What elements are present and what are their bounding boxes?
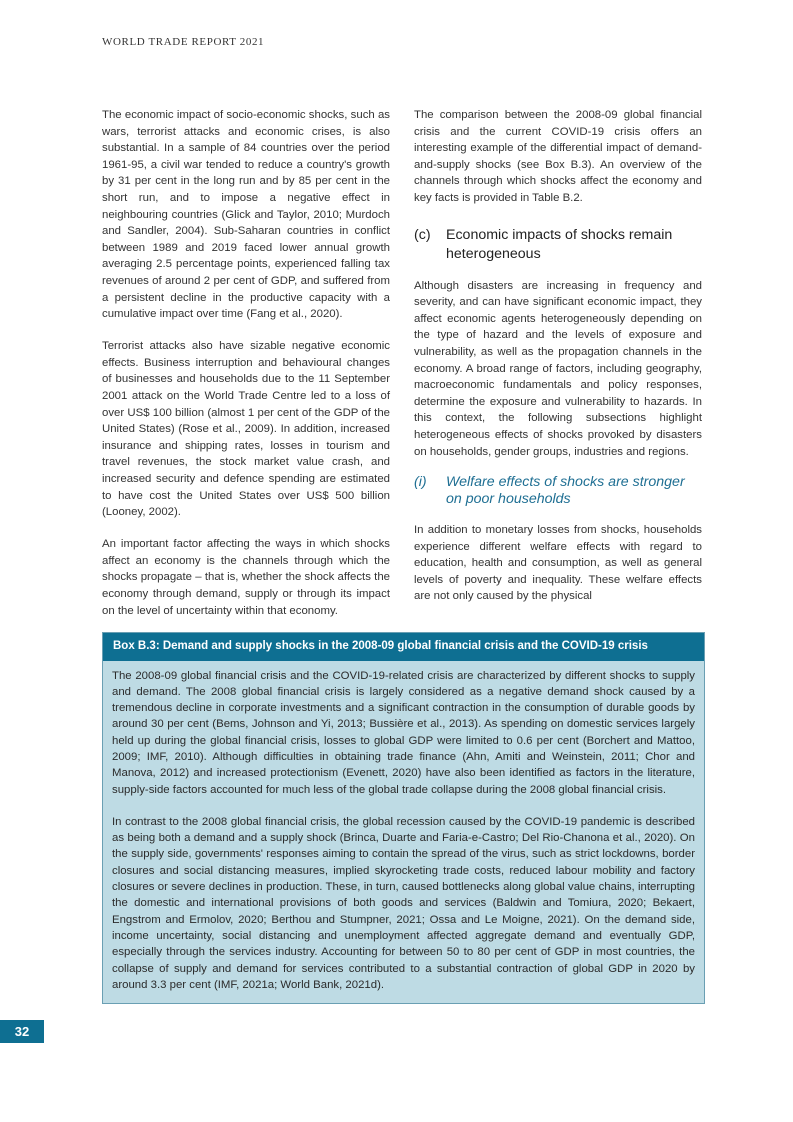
section-title: Economic impacts of shocks remain heterogeneous (446, 226, 673, 262)
section-number: (c) (414, 226, 431, 243)
body-paragraph: The comparison between the 2008-09 global financial crisis and the current COVID-19 crisis offers an interesting example of the differential impact of demand-and-supply shocks (see Box B.3). An overview of the channels through which shocks affect the economy and key facts is provided in Table B.2. (414, 109, 702, 204)
subsection-title: Welfare effects of shocks are stronger on poor households (446, 474, 685, 508)
box-body (103, 661, 704, 1004)
body-paragraph: In addition to monetary losses from shocks, households experience different welfare effects with regard to education, health and consumption, as well as general levels of poverty and inequality. These welfare effects are not only caused by the physical (414, 524, 702, 603)
running-header: WORLD TRADE REPORT 2021 (102, 36, 265, 48)
body-paragraph: An important factor affecting the ways in which shocks affect an economy is the channels through which the shocks propagate – that is, whether the shock affects the economy through demand, supply or through its impact on the level of uncertainty within that economy. (102, 538, 390, 617)
body-paragraph: Terrorist attacks also have sizable negative economic effects. Business interruption and behavioural changes of businesses and households due to the 11 September 2001 attack on the World Trade Centre led to a loss of over US$ 100 billion (almost 1 per cent of the GDP of the United States) (Rose et al., 2009). In addition, increased insurance and shipping rates, losses in tourism and travel revenues, the stock market value crash, and increased security and defence spending are estimated to have cost the United States over US$ 500 billion (Looney, 2002). (102, 340, 390, 519)
section-heading (414, 226, 702, 264)
box-paragraph: In contrast to the 2008 global financial crisis, the global recession caused by the COVID-19 pandemic is described as being both a demand and a supply shock (Brinca, Duarte and Faria-e-Castro; Del Rio-Chanona et al., 2020). On the supply side, governments' responses aiming to contain the spread of the virus, such as strict lockdowns, border closures and social distancing measures, implied skyrocketing trade costs, reduced labour mobility and factory closures or severe declines in production. These, in turn, caused bottlenecks along global value chains, interrupting the domestic and international provisions of both goods and services (Baldwin and Tomiura, 2020; Bekaert, Engstrom and Ermolov, 2020; Berthou and Stumpner, 2021; Ossa and Le Moigne, 2021). On the demand side, income uncertainty, social distancing and unemployment affected aggregate demand and eventually GDP, especially through the services industry. Accounting for between 50 to 80 per cent of GDP in most countries, the collapse of supply and demand for services contributed to a substantial contraction of global GDP in 2020 by around 3.3 per cent (IMF, 2021a; World Bank, 2021d). (112, 815, 695, 991)
subsection-heading (414, 474, 702, 508)
page-number: 32 (0, 1020, 44, 1043)
body-paragraph: The economic impact of socio-economic shocks, such as wars, terrorist attacks and economic crises, is also substantial. In a sample of 84 countries over the period 1961-95, a civil war tended to reduce a country's growth by 31 per cent in the long run and by 85 per cent in the short run, and to impose a negative effect in neighbouring countries (Glick and Taylor, 2010; Murdoch and Sandler, 2004). Sub-Saharan countries in conflict between 1989 and 2019 faced lower annual growth averaging 2.5 percentage points, experienced falling tax revenues of around 2 per cent of GDP, and suffered from a persistent decline in the productive capacity with a cumulative impact over time (Fang et al., 2020). (102, 109, 390, 321)
body-paragraph: Although disasters are increasing in frequency and severity, and can have significant economic impact, they affect economic agents heterogeneously depending on the type of hazard and the levels of exposure and vulnerability, as well as the propagation channels in the economy. A broad range of factors, including geography, macroeconomic fundamentals and policy responses, determine the exposure and vulnerability to hazards. In this context, the following subsections highlight heterogeneous effects of shocks provoked by disasters on households, gender groups, industries and regions. (414, 279, 702, 458)
box-title: Box B.3: Demand and supply shocks in the 2008-09 global financial crisis and the COVID-19 crisis (103, 633, 704, 661)
left-column (102, 107, 390, 619)
box-paragraph: The 2008-09 global financial crisis and the COVID-19-related crisis are characterized by different shocks to supply and demand. The 2008 global financial crisis is largely considered as a negative demand shock caused by a tremendous decline in corporate investments and a significant contraction in the consumption of durable goods by around 30 per cent (Bems, Johnson and Yi, 2013; Bussière et al., 2013). As spending on domestic services largely held up during the global financial crisis, losses to global GDP were limited to 0.6 per cent (Borchert and Mattoo, 2009; IMF, 2010). Although difficulties in obtaining trade finance (Ahn, Amiti and Weinstein, 2011; Chor and Manova, 2012) and increased protectionism (Evenett, 2020) have also been identified as factors in the literature, supply-side factors accounted for much less of the global trade collapse during the 2008 global financial crisis. (112, 669, 695, 796)
right-column (414, 107, 702, 605)
subsection-number: (i) (414, 474, 427, 491)
box-b3 (102, 632, 705, 1004)
